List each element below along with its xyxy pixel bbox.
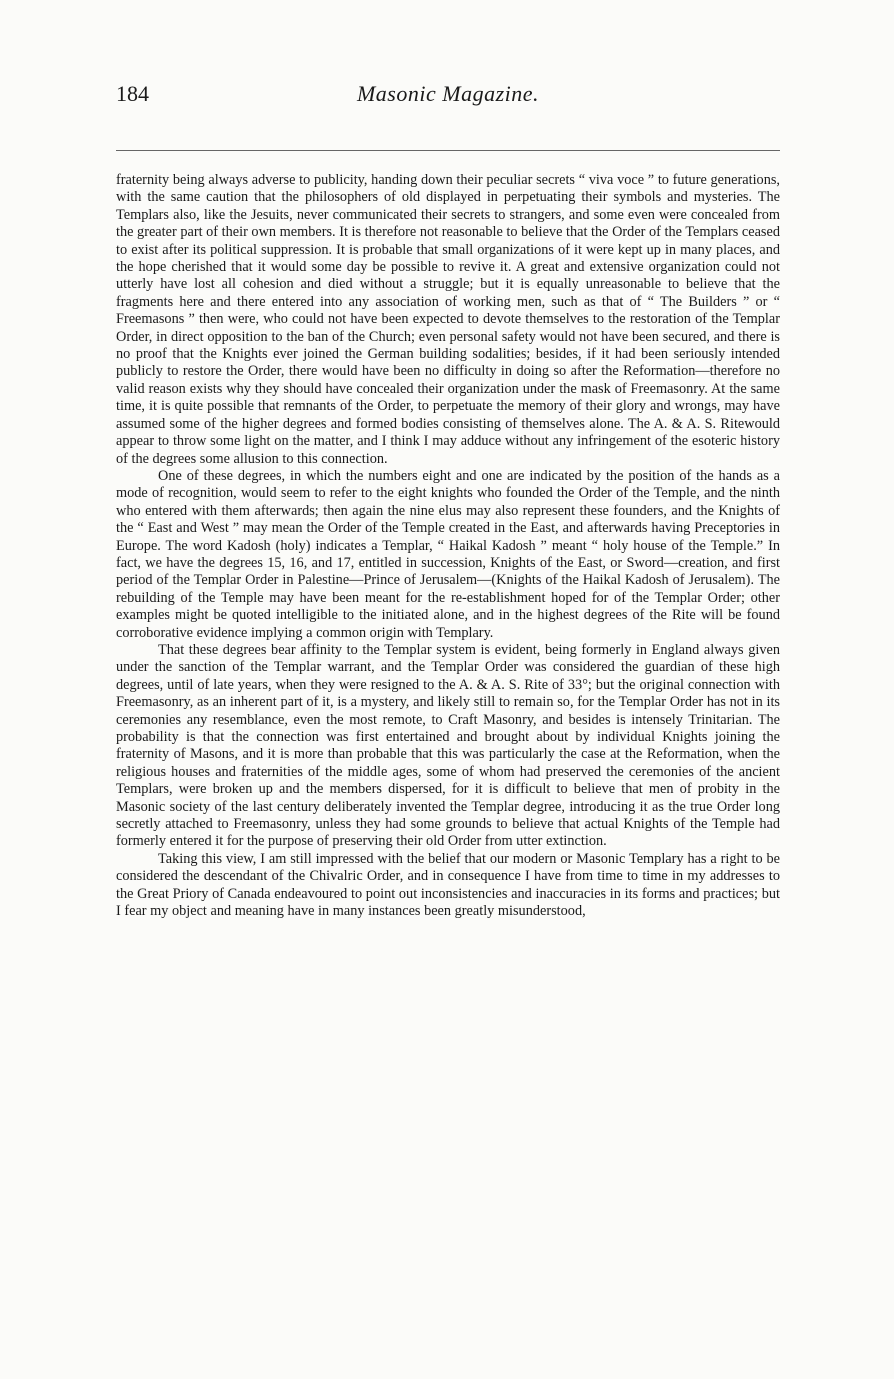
article-body bbox=[116, 172, 780, 920]
paragraph-3: That these degrees bear affinity to the Templar system is evident, being formerly in England always given under the sanction of the Templar warrant, and the Templar Order was considered the guardian of these high degrees, until of late years, when they were resigned to the A. & A. S. Rite of 33°; but the original connection with Freemasonry, as an inherent part of it, is a mystery, and likely still to remain so, for the Templar Order has not in its ceremonies any resemblance, even the most remote, to Craft Masonry, and besides is intensely Trinitarian. The probability is that the connection was first entertained and brought about by individual Knights joining the fraternity of Masons, and it is more than probable that this was particularly the case at the Reformation, when the religious houses and fraternities of the middle ages, some of whom had preserved the ceremonies of the ancient Templars, were broken up and the members dispersed, for it is difficult to believe that men of probity in the Masonic society of the last century deliberately invented the Templar degree, introducing it as the true Order long secretly attached to Freemasonry, unless they had some grounds to believe that actual Knights of the Temple had formerly entered it for the purpose of preserving their old Order from utter extinction. bbox=[116, 641, 780, 850]
paragraph-1: fraternity being always adverse to publicity, handing down their peculiar secrets “ viva voce ” to future generations, with the same caution that the philosophers of old displayed in perpetuating their symbols and mysteries. The Templars also, like the Jesuits, never communicated their secrets to strangers, and some even were concealed from the greater part of their own members. It is therefore not reasonable to believe that the Order of the Templars ceased to exist after its political suppression. It is probable that small organizations of it were kept up in many places, and the hope cherished that it would some day be possible to revive it. A great and extensive organization could not utterly have lost all cohesion and died without a struggle; but it is equally unreasonable to believe that the fragments here and there entered into any association of working men, such as that of “ The Builders ” or “ Freemasons ” then were, who could not have been expected to devote themselves to the restoration of the Templar Order, in direct opposition to the ban of the Church; even personal safety would not have been secured, and there is no proof that the Knights ever joined the German building sodalities; besides, if it had been seriously intended publicly to restore the Order, there would have been no difficulty in doing so after the Reformation—therefore no valid reason exists why they should have concealed their organization under the mask of Freemasonry. At the same time, it is quite possible that remnants of the Order, to perpetuate the memory of their glory and wrongs, may have assumed some of the higher degrees and formed bodies consisting of themselves alone. The A. & A. S. Ritewould appear to throw some light on the matter, and I think I may adduce without any infringement of the esoteric history of the degrees some allusion to this connection. bbox=[116, 172, 780, 467]
header-rule bbox=[116, 150, 780, 151]
paragraph-4: Taking this view, I am still impressed with the belief that our modern or Masonic Templary has a right to be considered the descendant of the Chivalric Order, and in consequence I have from time to time in my addresses to the Great Priory of Canada endeavoured to point out inconsistencies and inaccuracies in its forms and practices; but I fear my object and meaning have in many instances been greatly misunderstood, bbox=[116, 850, 780, 920]
page-number: 184 bbox=[116, 81, 149, 106]
page-header bbox=[116, 80, 780, 120]
running-title: Masonic Magazine. bbox=[356, 81, 540, 106]
paragraph-2: One of these degrees, in which the numbers eight and one are indicated by the position of the hands as a mode of recognition, would seem to refer to the eight knights who founded the Order of the Temple, and the ninth who entered with them afterwards; then again the nine elus may also represent these founders, and the Knights of the “ East and West ” may mean the Order of the Temple created in the East, and afterwards having Preceptories in Europe. The word Kadosh (holy) indicates a Templar, “ Haikal Kadosh ” meant “ holy house of the Temple.” In fact, we have the degrees 15, 16, and 17, entitled in succession, Knights of the East, or Sword—creation, and first period of the Templar Order in Palestine—Prince of Jerusalem—(Knights of the Haikal Kadosh of Jerusalem). The rebuilding of the Temple may have been meant for the re-establishment hoped for of the Templar Order; other examples might be quoted intelligible to the initiated alone, and in the highest degrees of the Rite will be found corroborative evidence implying a common origin with Templary. bbox=[116, 467, 780, 641]
